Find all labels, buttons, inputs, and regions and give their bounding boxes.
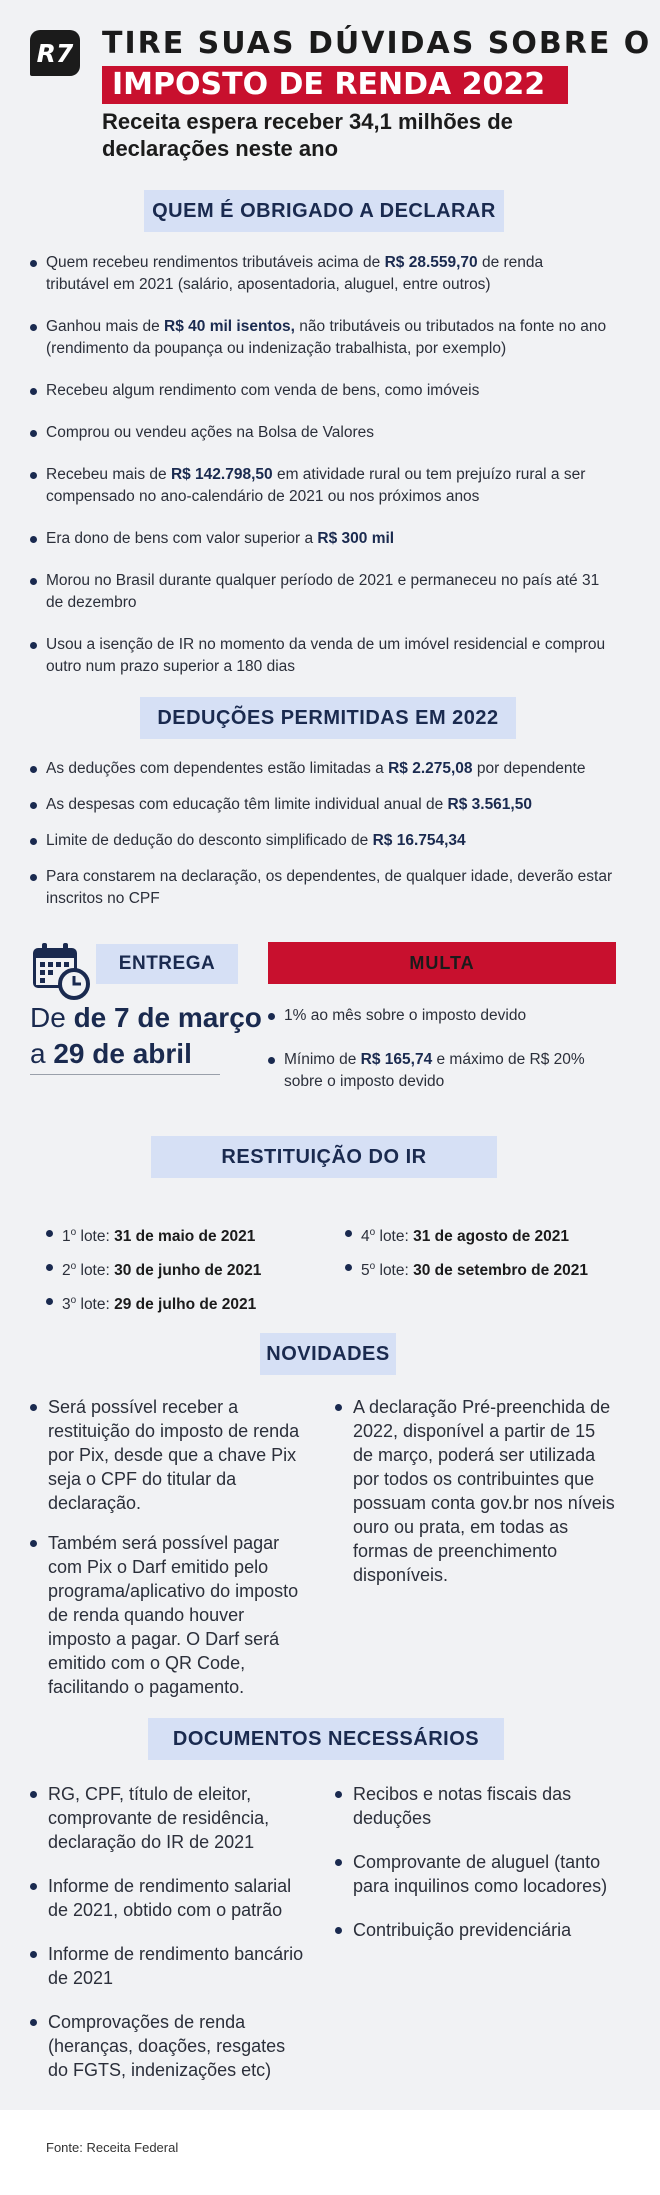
item-text: Recebeu algum rendimento com venda de bens, como imóveis: [46, 382, 480, 399]
list-item: Informe de rendimento salarial de 2021, obtido com o patrão: [30, 1874, 310, 1922]
item-text: 1% ao mês sobre o imposto devido: [284, 1007, 527, 1024]
list-item: [268, 1005, 618, 1027]
list-item: Contribuição previdenciária: [335, 1918, 620, 1942]
entrega-start: de 7 de março: [73, 1002, 262, 1033]
item-text: Quem recebeu rendimentos tributáveis acima de: [46, 254, 385, 271]
entrega-de: De: [30, 1002, 74, 1033]
title-line-1: TIRE SUAS DÚVIDAS SOBRE O: [102, 26, 652, 61]
lote-item: [46, 1222, 306, 1248]
item-text: Mínimo de: [284, 1051, 361, 1068]
lote-number: 5: [361, 1262, 370, 1280]
lote-number: 2: [62, 1262, 71, 1280]
list-item: [30, 528, 610, 550]
lote-date: 31 de agosto de 2021: [413, 1228, 570, 1246]
lote-date: 31 de maio de 2021: [114, 1228, 256, 1246]
lote-date: 30 de setembro de 2021: [413, 1262, 589, 1280]
lote-item: [46, 1256, 306, 1282]
section-heading-documentos: DOCUMENTOS NECESSÁRIOS: [148, 1718, 504, 1760]
item-text: Comprou ou vendeu ações na Bolsa de Valores: [46, 424, 375, 441]
lotes-list-left: [46, 1222, 306, 1324]
section-heading-restituicao: RESTITUIÇÃO DO IR: [151, 1136, 497, 1178]
item-text: em atividade rural ou tem prejuízo rural a ser compensado no ano-calendário de 2021 ou nos próximos anos: [46, 466, 586, 505]
lote-number: 3: [62, 1296, 71, 1314]
lote-item: [345, 1222, 605, 1248]
list-item: [30, 634, 610, 678]
list-item: [30, 794, 620, 816]
list-item: [30, 252, 610, 296]
lote-item: [46, 1290, 306, 1316]
entrega-divider: [30, 1074, 220, 1075]
lote-date: 30 de junho de 2021: [114, 1262, 262, 1280]
deducoes-list: [30, 758, 620, 910]
item-highlight: R$ 142.798,50: [170, 466, 273, 483]
section-heading-obrigado: QUEM É OBRIGADO A DECLARAR: [144, 190, 504, 232]
lote-number: 1: [62, 1228, 71, 1246]
item-highlight: R$ 16.754,34: [372, 832, 466, 849]
subtitle: Receita espera receber 34,1 milhões de declarações neste ano: [102, 109, 513, 161]
novidades-list-right: [335, 1395, 620, 1603]
multa-list: [268, 1005, 618, 1093]
entrega-end: 29 de abril: [53, 1038, 192, 1069]
item-highlight: R$ 165,74: [360, 1051, 433, 1068]
list-item: [30, 464, 610, 508]
lotes-list-right: [345, 1222, 605, 1290]
lote-label: lote:: [76, 1262, 115, 1280]
list-item: [268, 1049, 618, 1093]
calendar-clock-icon: [30, 940, 90, 1000]
documentos-list-right: [335, 1782, 620, 1962]
item-text: Recebeu mais de: [46, 466, 171, 483]
lote-item: [345, 1256, 605, 1282]
entrega-a: a: [30, 1038, 54, 1069]
list-item: Recibos e notas fiscais das deduções: [335, 1782, 620, 1830]
item-text: Morou no Brasil durante qualquer período de 2021 e permaneceu no país até 31 de dezembro: [46, 572, 600, 611]
documentos-list-left: [30, 1782, 310, 2102]
lote-label: lote:: [76, 1296, 115, 1314]
entrega-dates: [30, 1000, 262, 1072]
item-text: As deduções com dependentes estão limitadas a: [46, 760, 389, 777]
title-line-2: IMPOSTO DE RENDA 2022: [102, 66, 568, 104]
lote-label: lote:: [375, 1262, 414, 1280]
list-item: [30, 758, 620, 780]
item-highlight: R$ 3.561,50: [447, 796, 532, 813]
item-text: não tributáveis ou tributados na fonte no ano (rendimento da poupança ou indenização trabalhista, por exemplo): [46, 318, 607, 357]
list-item: A declaração Pré-preenchida de 2022, disponível a partir de 15 de março, poderá ser utilizada por todos os contribuintes que possuam conta gov.br nos níveis ouro ou prata, em todas as formas de preenchimento disponíveis.: [335, 1395, 620, 1587]
lote-label: lote:: [375, 1228, 414, 1246]
item-highlight: R$ 40 mil isentos,: [164, 318, 295, 335]
list-item: [30, 380, 610, 402]
list-item: Informe de rendimento bancário de 2021: [30, 1942, 310, 1990]
item-text: Era dono de bens com valor superior a: [46, 530, 318, 547]
novidades-list-left: [30, 1395, 310, 1715]
lote-ordinal: o: [369, 1227, 376, 1238]
source-note: Fonte: Receita Federal: [46, 2140, 179, 2155]
item-highlight: R$ 28.559,70: [384, 254, 478, 271]
section-heading-multa: MULTA: [268, 942, 616, 984]
list-item: [30, 570, 610, 614]
lote-date: 29 de julho de 2021: [114, 1296, 257, 1314]
section-heading-deducoes: DEDUÇÕES PERMITIDAS EM 2022: [140, 697, 516, 739]
section-heading-novidades: NOVIDADES: [260, 1333, 396, 1375]
lote-ordinal: o: [70, 1295, 77, 1307]
item-text: Limite de dedução do desconto simplificado de: [46, 832, 373, 849]
lote-ordinal: o: [70, 1261, 77, 1273]
list-item: Será possível receber a restituição do imposto de renda por Pix, desde que a chave Pix seja o CPF do titular da declaração.: [30, 1395, 310, 1515]
lote-number: 4: [361, 1228, 370, 1246]
list-item: [30, 866, 620, 910]
item-highlight: R$ 2.275,08: [388, 760, 473, 777]
lote-ordinal: o: [369, 1261, 376, 1273]
obrigado-list: [30, 252, 610, 678]
item-text: por dependente: [472, 760, 586, 777]
item-text: As despesas com educação têm limite individual anual de: [46, 796, 448, 813]
item-text: Para constarem na declaração, os dependentes, de qualquer idade, deverão estar inscritos no CPF: [46, 868, 613, 907]
list-item: Comprovações de renda (heranças, doações, resgates do FGTS, indenizações etc): [30, 2010, 310, 2082]
list-item: [30, 830, 620, 852]
list-item: RG, CPF, título de eleitor, comprovante de residência, declaração do IR de 2021: [30, 1782, 310, 1854]
list-item: [30, 422, 610, 444]
item-text: de renda tributável em 2021 (salário, aposentadoria, aluguel, entre outros): [46, 254, 544, 293]
item-highlight: R$ 300 mil: [317, 530, 395, 547]
item-text: Usou a isenção de IR no momento da venda de um imóvel residencial e comprou outro num prazo superior a 180 dias: [46, 636, 606, 675]
lote-ordinal: o: [70, 1227, 77, 1238]
item-text: e máximo de R$ 20% sobre o imposto devido: [284, 1051, 585, 1090]
list-item: [30, 316, 610, 360]
r7-logo: R7: [30, 30, 80, 76]
item-text: Ganhou mais de: [46, 318, 165, 335]
lote-label: lote:: [76, 1228, 115, 1246]
list-item: Comprovante de aluguel (tanto para inquilinos como locadores): [335, 1850, 620, 1898]
list-item: Também será possível pagar com Pix o Darf emitido pelo programa/aplicativo do imposto de renda quando houver imposto a pagar. O Darf será emitido com o QR Code, facilitando o pagamento.: [30, 1531, 310, 1699]
section-heading-entrega: ENTREGA: [96, 944, 238, 984]
